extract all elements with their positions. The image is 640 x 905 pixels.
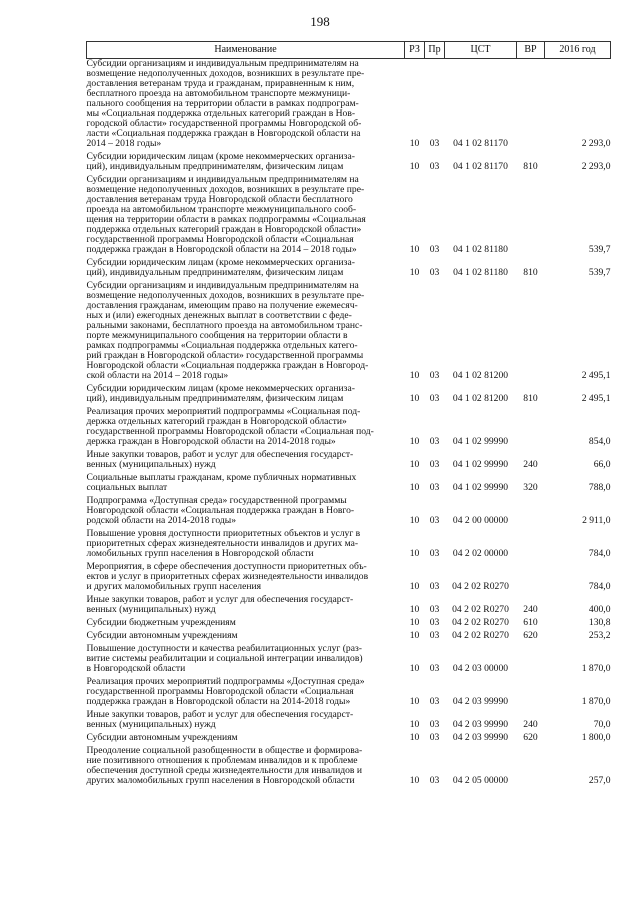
row-pr-text: 03 bbox=[429, 515, 440, 526]
row-amount-text: 788,0 bbox=[588, 482, 611, 493]
row-amount bbox=[545, 644, 611, 677]
table-row bbox=[87, 529, 611, 562]
row-cst bbox=[445, 450, 517, 473]
row-pr-text: 03 bbox=[429, 482, 440, 493]
row-amount-text: 253,2 bbox=[588, 630, 611, 641]
row-name bbox=[87, 407, 405, 450]
row-amount bbox=[545, 496, 611, 529]
row-amount bbox=[545, 529, 611, 562]
row-vr-text: 810 bbox=[523, 161, 538, 172]
row-rz-text: 10 bbox=[409, 138, 420, 149]
row-rz bbox=[405, 450, 425, 473]
row-amount bbox=[545, 384, 611, 407]
row-amount bbox=[545, 473, 611, 496]
row-amount bbox=[545, 595, 611, 618]
row-cst bbox=[445, 631, 517, 644]
row-vr-text: 240 bbox=[523, 604, 538, 615]
row-pr-text: 03 bbox=[429, 161, 440, 172]
column-header-name: Наименование bbox=[87, 42, 405, 59]
row-vr bbox=[517, 496, 545, 529]
row-cst-text: 04 1 02 99990 bbox=[452, 436, 509, 447]
row-vr-text: 240 bbox=[523, 459, 538, 470]
row-vr-text: 810 bbox=[523, 267, 538, 278]
row-rz-text: 10 bbox=[409, 696, 420, 707]
row-cst-text: 04 2 03 00000 bbox=[452, 663, 509, 674]
row-vr bbox=[517, 562, 545, 595]
row-vr bbox=[517, 529, 545, 562]
row-pr bbox=[425, 677, 445, 710]
row-amount bbox=[545, 450, 611, 473]
row-rz bbox=[405, 407, 425, 450]
row-rz-text: 10 bbox=[409, 370, 420, 381]
row-cst bbox=[445, 281, 517, 384]
row-pr bbox=[425, 473, 445, 496]
row-pr-text: 03 bbox=[429, 370, 440, 381]
row-rz bbox=[405, 631, 425, 644]
row-rz bbox=[405, 384, 425, 407]
row-rz bbox=[405, 59, 425, 153]
row-cst-text: 04 2 03 99990 bbox=[452, 696, 509, 707]
row-amount-text: 130,8 bbox=[588, 617, 611, 628]
row-pr bbox=[425, 562, 445, 595]
row-pr bbox=[425, 152, 445, 175]
row-name bbox=[87, 175, 405, 258]
column-header-vr: ВР bbox=[517, 42, 545, 59]
column-header-cst: ЦСТ bbox=[445, 42, 517, 59]
row-rz-text: 10 bbox=[409, 663, 420, 674]
row-amount bbox=[545, 562, 611, 595]
row-amount-text: 70,0 bbox=[593, 719, 611, 730]
row-amount bbox=[545, 281, 611, 384]
row-rz bbox=[405, 258, 425, 281]
row-vr-text: 620 bbox=[523, 732, 538, 743]
row-cst bbox=[445, 644, 517, 677]
row-cst bbox=[445, 746, 517, 789]
row-vr bbox=[517, 710, 545, 733]
row-pr-text: 03 bbox=[429, 436, 440, 447]
row-pr bbox=[425, 496, 445, 529]
row-name bbox=[87, 746, 405, 789]
table-header-row bbox=[87, 42, 611, 59]
row-vr bbox=[517, 677, 545, 710]
row-rz-text: 10 bbox=[409, 436, 420, 447]
row-cst bbox=[445, 152, 517, 175]
row-vr-text: 240 bbox=[523, 719, 538, 730]
row-vr bbox=[517, 175, 545, 258]
row-name-text: Субсидии организациям и индивидуальным предпринимателям на возмещение недополученных доходов, возникших в результате пре- доставления ветеранам труда и гражданам, приравненным к ним, бесплатного проезда на автомобильном транспорте межмуници- пального сообщения на территории области в рамках подпрограм- мы «Социальная поддержка отдельных категорий граждан в Нов- городской области» государственной программы Новгородской об- ласти «Социальная поддержка граждан в Новгородской области на 2014 – 2018 годы» bbox=[86, 58, 365, 149]
row-name bbox=[87, 496, 405, 529]
row-name-text: Преодоление социальной разобщенности в обществе и формирова- ние позитивного отношения к проблемам инвалидов и к проблеме обеспечения доступной среды жизнедеятельности для инвалидов и других маломобильных групп населения в Новгородской области bbox=[86, 745, 363, 786]
row-cst-text: 04 1 02 99990 bbox=[452, 482, 509, 493]
row-amount-text: 1 870,0 bbox=[581, 696, 611, 707]
row-pr bbox=[425, 746, 445, 789]
row-cst-text: 04 1 02 99990 bbox=[452, 459, 509, 470]
row-vr bbox=[517, 407, 545, 450]
row-amount-text: 539,7 bbox=[588, 244, 611, 255]
row-amount-text: 2 495,1 bbox=[581, 370, 611, 381]
row-name-text: Субсидии бюджетным учреждениям bbox=[86, 617, 236, 628]
row-rz-text: 10 bbox=[409, 732, 420, 743]
row-pr-text: 03 bbox=[429, 581, 440, 592]
row-name bbox=[87, 59, 405, 153]
row-cst-text: 04 2 02 R0270 bbox=[452, 617, 509, 628]
row-cst bbox=[445, 407, 517, 450]
row-rz bbox=[405, 677, 425, 710]
row-name bbox=[87, 258, 405, 281]
row-vr bbox=[517, 384, 545, 407]
row-name-text: Социальные выплаты гражданам, кроме публичных нормативных социальных выплат bbox=[86, 472, 357, 493]
row-cst-text: 04 1 02 81200 bbox=[452, 393, 509, 404]
row-name-text: Субсидии организациям и индивидуальным предпринимателям на возмещение недополученных доходов, возникших в результате пре- доставления ветеранам труда Новгородской области бесплатного проезда на автомобильном транспорте межмуниципального сооб- щения на территории области в рамках подпрограммы «Социальная поддержка отдельных категорий граждан в Новгородской области» государственной программы Новгородской области «Социальная поддержка граждан в Новгородской области на 2014 – 2018 годы» bbox=[86, 174, 366, 255]
row-rz bbox=[405, 746, 425, 789]
row-name-text: Субсидии юридическим лицам (кроме некоммерческих организа- ций), индивидуальным предпринимателям, физическим лицам bbox=[86, 257, 355, 278]
row-cst bbox=[445, 677, 517, 710]
row-pr bbox=[425, 733, 445, 746]
row-rz bbox=[405, 175, 425, 258]
row-cst-text: 04 1 02 81180 bbox=[453, 267, 508, 278]
row-name-text: Мероприятия, в сфере обеспечения доступности приоритетных объ- ектов и услуг в приоритетных сферах жизнедеятельности инвалидов и других маломобильных групп населения bbox=[86, 561, 369, 592]
row-amount-text: 2 495,1 bbox=[581, 393, 611, 404]
row-cst bbox=[445, 384, 517, 407]
row-vr bbox=[517, 258, 545, 281]
row-name bbox=[87, 281, 405, 384]
row-amount bbox=[545, 407, 611, 450]
column-header-pr: Пр bbox=[425, 42, 445, 59]
row-name-text: Иные закупки товаров, работ и услуг для обеспечения государст- венных (муниципальных) нужд bbox=[86, 594, 354, 615]
row-name-text: Иные закупки товаров, работ и услуг для обеспечения государст- венных (муниципальных) нужд bbox=[86, 709, 354, 730]
row-pr bbox=[425, 631, 445, 644]
table-row bbox=[87, 384, 611, 407]
row-cst-text: 04 1 02 81180 bbox=[453, 244, 508, 255]
row-amount bbox=[545, 710, 611, 733]
table-row bbox=[87, 644, 611, 677]
table-row bbox=[87, 710, 611, 733]
row-cst bbox=[445, 59, 517, 153]
row-rz bbox=[405, 644, 425, 677]
row-amount-text: 2 911,0 bbox=[582, 515, 611, 526]
row-cst bbox=[445, 733, 517, 746]
row-amount-text: 1 870,0 bbox=[581, 663, 611, 674]
row-amount-text: 2 293,0 bbox=[581, 161, 611, 172]
table-row bbox=[87, 281, 611, 384]
row-name-text: Реализация прочих мероприятий подпрограммы «Доступная среда» государственной программы Новгородской области «Социальная поддержка граждан в Новгородской области на 2014-2018 годы» bbox=[86, 676, 365, 707]
row-rz-text: 10 bbox=[409, 604, 420, 615]
row-vr-text: 620 bbox=[523, 630, 538, 641]
row-vr bbox=[517, 644, 545, 677]
table-row bbox=[87, 152, 611, 175]
row-pr bbox=[425, 281, 445, 384]
row-pr bbox=[425, 258, 445, 281]
row-cst bbox=[445, 473, 517, 496]
row-amount bbox=[545, 59, 611, 153]
row-pr-text: 03 bbox=[429, 459, 440, 470]
table-row bbox=[87, 677, 611, 710]
row-amount-text: 539,7 bbox=[588, 267, 611, 278]
row-amount bbox=[545, 258, 611, 281]
column-header-year: 2016 год bbox=[545, 42, 611, 59]
row-name bbox=[87, 473, 405, 496]
row-amount-text: 854,0 bbox=[588, 436, 611, 447]
row-rz-text: 10 bbox=[409, 267, 420, 278]
row-cst-text: 04 2 03 99990 bbox=[452, 719, 509, 730]
row-vr bbox=[517, 59, 545, 153]
row-pr-text: 03 bbox=[429, 630, 440, 641]
row-cst-text: 04 1 02 81170 bbox=[453, 161, 508, 172]
row-pr-text: 03 bbox=[429, 548, 440, 559]
row-name bbox=[87, 152, 405, 175]
row-name bbox=[87, 677, 405, 710]
row-pr-text: 03 bbox=[429, 775, 440, 786]
row-vr bbox=[517, 152, 545, 175]
table-row bbox=[87, 175, 611, 258]
row-cst bbox=[445, 710, 517, 733]
row-rz bbox=[405, 529, 425, 562]
row-vr bbox=[517, 733, 545, 746]
row-amount bbox=[545, 746, 611, 789]
row-cst bbox=[445, 258, 517, 281]
row-amount-text: 2 293,0 bbox=[581, 138, 611, 149]
row-rz bbox=[405, 562, 425, 595]
row-cst-text: 04 2 02 R0270 bbox=[452, 630, 509, 641]
row-rz bbox=[405, 710, 425, 733]
row-pr bbox=[425, 595, 445, 618]
row-rz bbox=[405, 733, 425, 746]
row-pr-text: 03 bbox=[429, 604, 440, 615]
page-number: 198 bbox=[310, 14, 330, 29]
row-vr-text: 320 bbox=[523, 482, 538, 493]
row-rz-text: 10 bbox=[409, 775, 420, 786]
row-pr bbox=[425, 59, 445, 153]
row-amount-text: 784,0 bbox=[588, 548, 611, 559]
row-vr-text: 610 bbox=[523, 617, 538, 628]
row-rz bbox=[405, 595, 425, 618]
row-amount bbox=[545, 677, 611, 710]
row-cst-text: 04 2 02 R0270 bbox=[452, 581, 509, 592]
row-pr-text: 03 bbox=[429, 617, 440, 628]
row-name bbox=[87, 450, 405, 473]
table-row bbox=[87, 450, 611, 473]
row-pr-text: 03 bbox=[429, 138, 440, 149]
row-cst-text: 04 2 02 00000 bbox=[452, 548, 509, 559]
row-name-text: Субсидии автономным учреждениям bbox=[86, 630, 238, 641]
table-row bbox=[87, 59, 611, 153]
row-rz-text: 10 bbox=[409, 515, 420, 526]
table-row bbox=[87, 562, 611, 595]
table-row bbox=[87, 258, 611, 281]
row-name-text: Субсидии юридическим лицам (кроме некоммерческих организа- ций), индивидуальным предпринимателям, физическим лицам bbox=[86, 151, 355, 172]
table-row bbox=[87, 473, 611, 496]
row-amount bbox=[545, 733, 611, 746]
row-name-text: Субсидии организациям и индивидуальным предпринимателям на возмещение недополученных доходов, возникших в результате пре- доставления гражданам, имеющим право на получение ежемесяч- ных и (или) ежегодных денежных выплат в соответствии с феде- ральными законами, бесплатного проезда на автомобильном транс- порте межмуниципального сообщения на территории области в рамках подпрограммы «Социальная поддержка отдельных катего- рий граждан в Новгородской области» государственной программы Новгородской области «Социальная поддержка граждан в Новгород- ской области на 2014 – 2018 годы» bbox=[86, 280, 369, 381]
row-pr-text: 03 bbox=[429, 393, 440, 404]
row-pr bbox=[425, 407, 445, 450]
row-pr bbox=[425, 710, 445, 733]
row-cst bbox=[445, 529, 517, 562]
row-vr bbox=[517, 450, 545, 473]
row-amount-text: 257,0 bbox=[588, 775, 611, 786]
row-amount bbox=[545, 175, 611, 258]
row-rz-text: 10 bbox=[409, 459, 420, 470]
row-amount-text: 66,0 bbox=[593, 459, 611, 470]
table-body bbox=[87, 59, 611, 790]
row-name bbox=[87, 644, 405, 677]
row-name-text: Субсидии автономным учреждениям bbox=[86, 732, 238, 743]
table-row bbox=[87, 407, 611, 450]
row-vr-text: 810 bbox=[523, 393, 538, 404]
row-amount bbox=[545, 152, 611, 175]
row-name bbox=[87, 529, 405, 562]
row-cst bbox=[445, 175, 517, 258]
row-rz bbox=[405, 281, 425, 384]
row-rz-text: 10 bbox=[409, 393, 420, 404]
row-pr-text: 03 bbox=[429, 696, 440, 707]
row-rz-text: 10 bbox=[409, 581, 420, 592]
row-cst-text: 04 2 03 99990 bbox=[452, 732, 509, 743]
row-amount-text: 784,0 bbox=[588, 581, 611, 592]
row-pr bbox=[425, 175, 445, 258]
row-cst bbox=[445, 562, 517, 595]
row-name-text: Подпрограмма «Доступная среда» государственной программы Новгородской области «Социальная поддержка граждан в Новго- родской области на 2014-2018 годы» bbox=[86, 495, 355, 526]
row-amount-text: 1 800,0 bbox=[581, 732, 611, 743]
row-amount-text: 400,0 bbox=[588, 604, 611, 615]
row-pr-text: 03 bbox=[429, 663, 440, 674]
row-name-text: Повышение доступности и качества реабилитационных услуг (раз- витие системы реабилитации и социальной интеграции инвалидов) в Новгородской области bbox=[86, 643, 363, 674]
budget-table bbox=[86, 41, 611, 789]
row-cst-text: 04 2 02 R0270 bbox=[452, 604, 509, 615]
row-cst bbox=[445, 496, 517, 529]
row-name-text: Иные закупки товаров, работ и услуг для обеспечения государст- венных (муниципальных) нужд bbox=[86, 449, 354, 470]
row-rz bbox=[405, 152, 425, 175]
row-vr bbox=[517, 473, 545, 496]
row-rz bbox=[405, 496, 425, 529]
table-row bbox=[87, 595, 611, 618]
row-name-text: Повышение уровня доступности приоритетных объектов и услуг в приоритетных сферах жизнедеятельности инвалидов и других ма- ломобильных групп населения в Новгородской области bbox=[86, 528, 361, 559]
row-cst-text: 04 1 02 81170 bbox=[453, 138, 508, 149]
column-header-rz: РЗ bbox=[405, 42, 425, 59]
row-pr bbox=[425, 384, 445, 407]
row-rz-text: 10 bbox=[409, 482, 420, 493]
row-pr-text: 03 bbox=[429, 732, 440, 743]
row-rz-text: 10 bbox=[409, 161, 420, 172]
row-vr bbox=[517, 746, 545, 789]
row-pr-text: 03 bbox=[429, 244, 440, 255]
row-rz-text: 10 bbox=[409, 548, 420, 559]
row-pr bbox=[425, 450, 445, 473]
row-name bbox=[87, 384, 405, 407]
row-vr bbox=[517, 595, 545, 618]
row-pr-text: 03 bbox=[429, 267, 440, 278]
row-amount bbox=[545, 631, 611, 644]
row-rz bbox=[405, 473, 425, 496]
row-name bbox=[87, 562, 405, 595]
row-rz-text: 10 bbox=[409, 244, 420, 255]
row-cst-text: 04 2 00 00000 bbox=[452, 515, 509, 526]
row-cst bbox=[445, 595, 517, 618]
table-row bbox=[87, 496, 611, 529]
row-name-text: Реализация прочих мероприятий подпрограммы «Социальная под- держка отдельных категорий граждан в Новгородской области» государственной программы Новгородской области «Социальная под- держка граждан в Новгородской области на 2014-2018 годы» bbox=[86, 406, 374, 447]
row-vr bbox=[517, 281, 545, 384]
row-pr bbox=[425, 529, 445, 562]
row-rz-text: 10 bbox=[409, 617, 420, 628]
row-cst-text: 04 2 05 00000 bbox=[452, 775, 509, 786]
row-name bbox=[87, 710, 405, 733]
row-pr bbox=[425, 644, 445, 677]
row-name-text: Субсидии юридическим лицам (кроме некоммерческих организа- ций), индивидуальным предпринимателям, физическим лицам bbox=[86, 383, 355, 404]
table-row bbox=[87, 746, 611, 789]
row-name bbox=[87, 595, 405, 618]
row-rz-text: 10 bbox=[409, 719, 420, 730]
row-rz-text: 10 bbox=[409, 630, 420, 641]
row-cst-text: 04 1 02 81200 bbox=[452, 370, 509, 381]
row-vr bbox=[517, 631, 545, 644]
row-pr-text: 03 bbox=[429, 719, 440, 730]
